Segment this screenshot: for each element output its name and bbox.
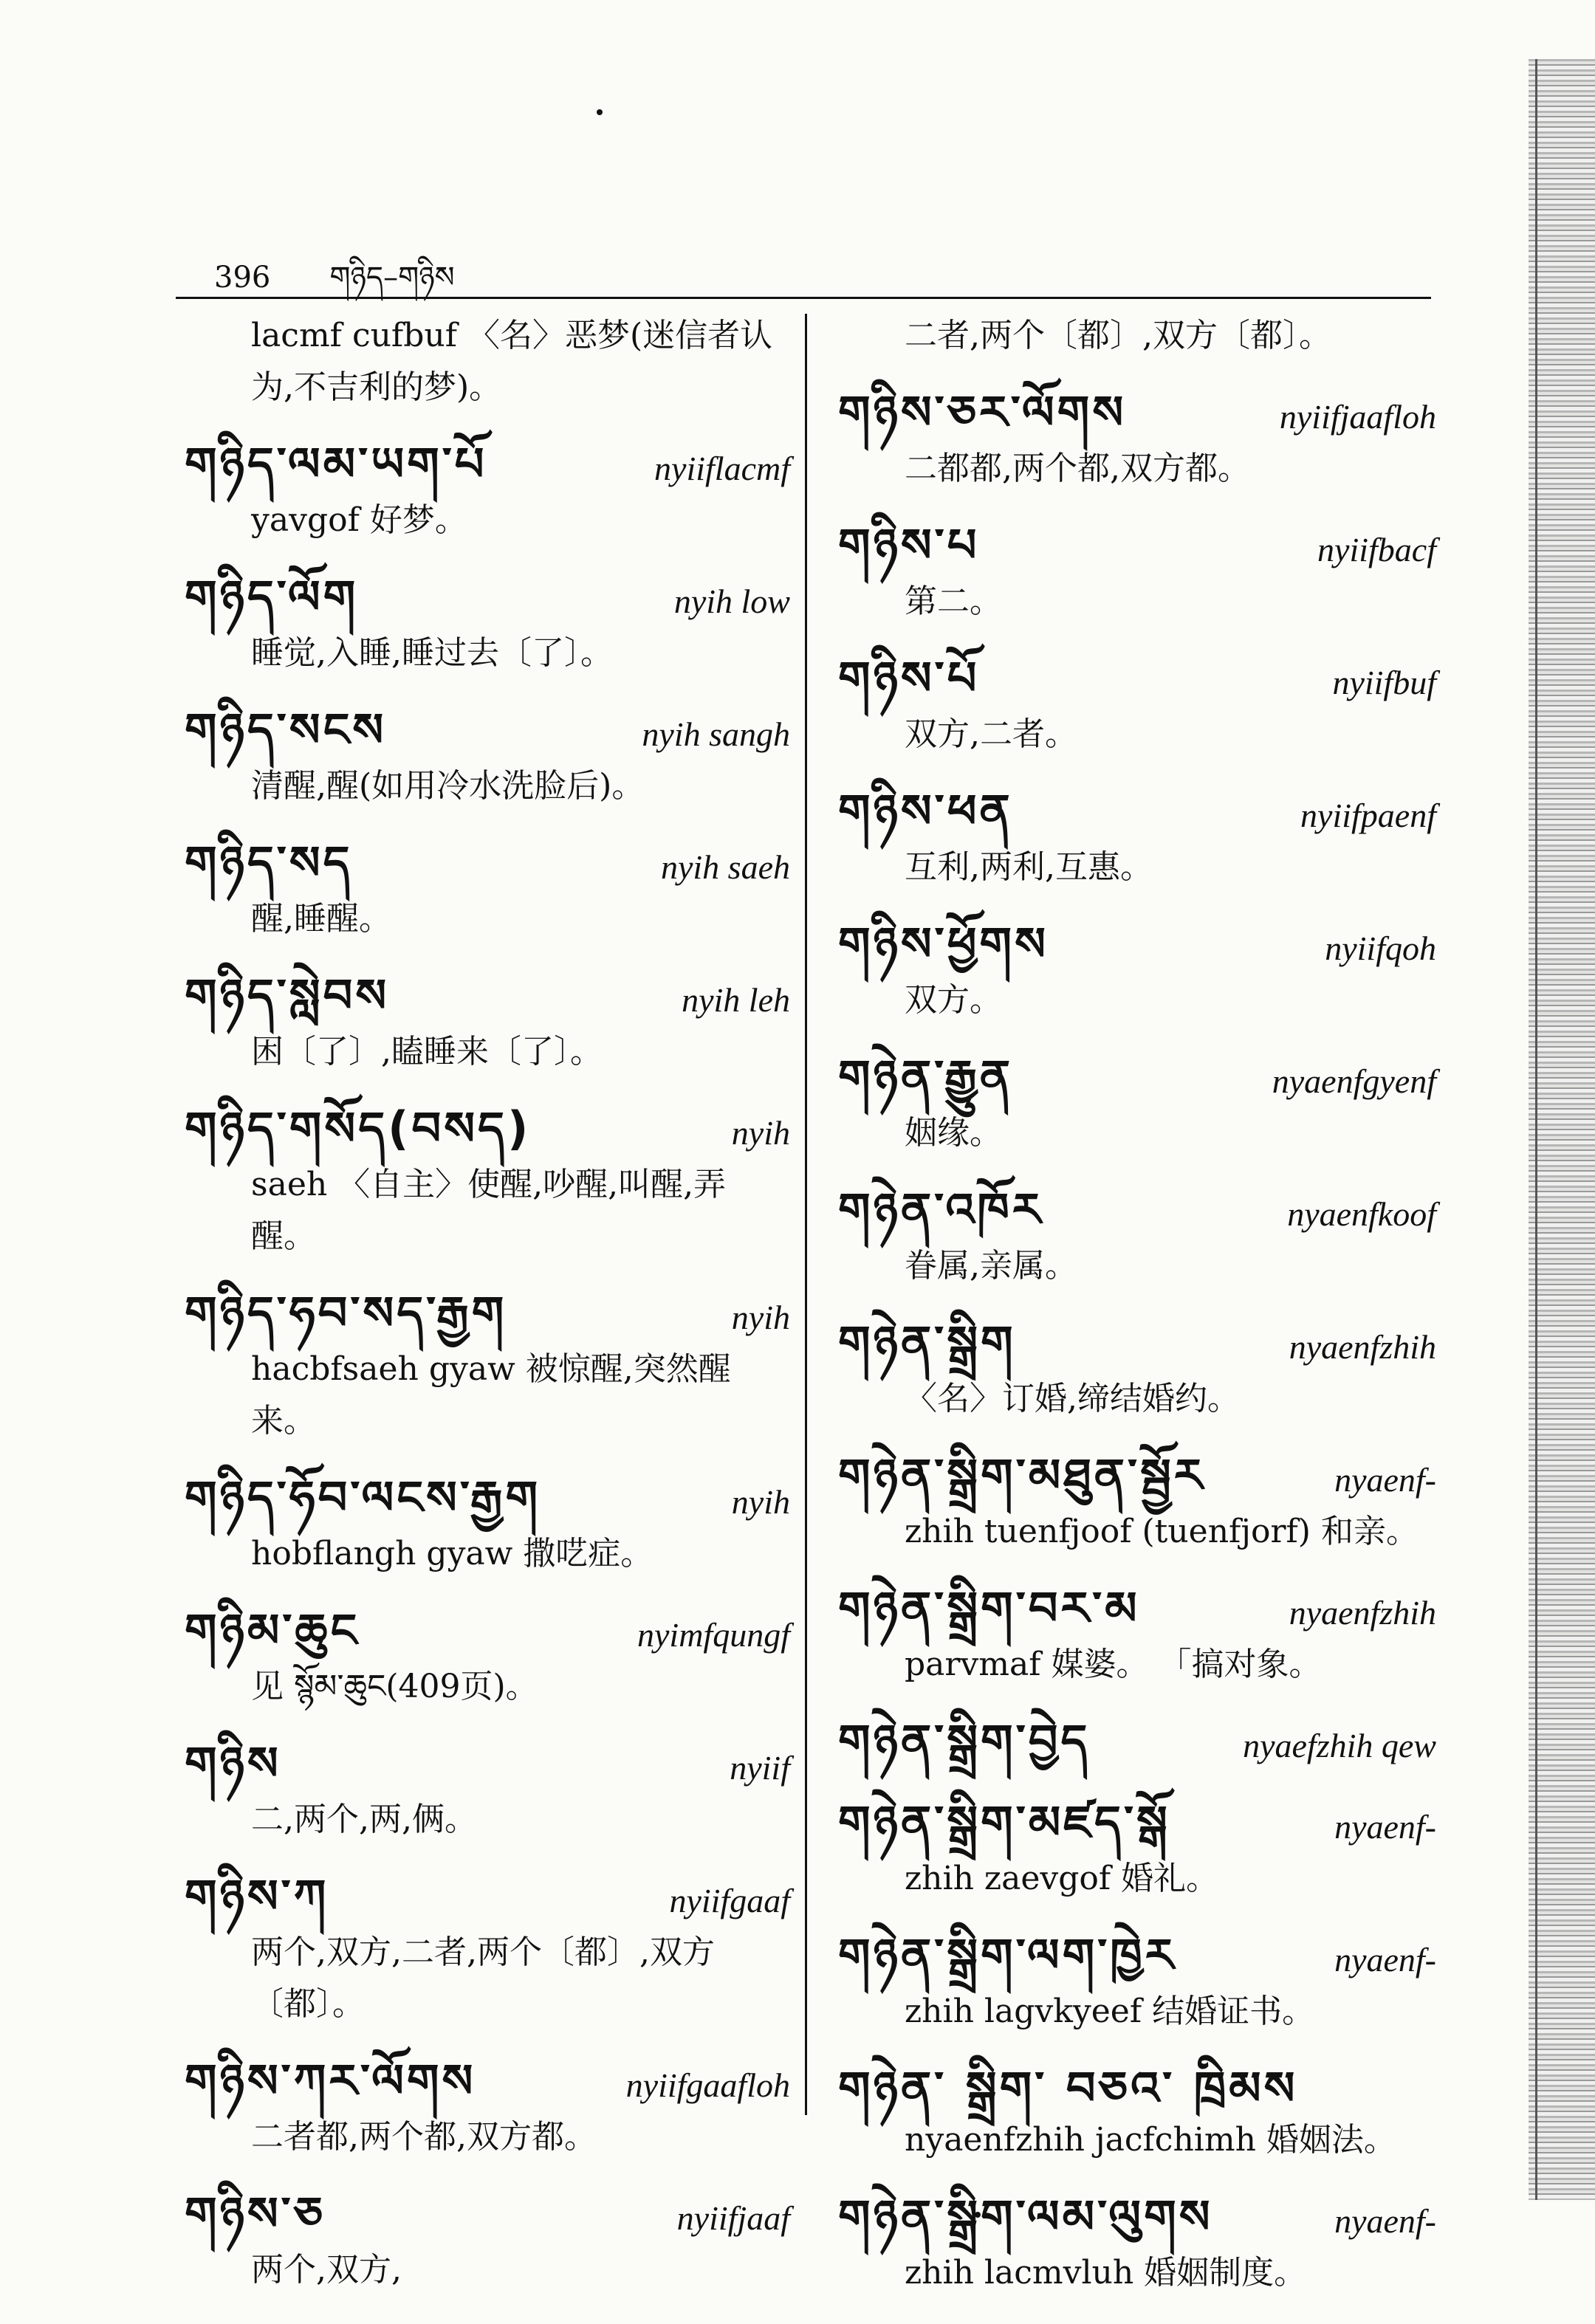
column-divider <box>805 314 807 2115</box>
entry-head <box>838 1716 1436 1772</box>
headword-romanization: nyiifgaafloh <box>625 2066 790 2104</box>
dictionary-entry <box>838 310 1436 362</box>
entry-head <box>185 1605 790 1661</box>
definition: zhih zaevgof 婚礼。 <box>905 1860 1219 1897</box>
headword-romanization: nyaenf- <box>1334 1461 1436 1499</box>
headword-romanization: nyih sangh <box>642 715 790 753</box>
headword-romanization: nyiifgaaf <box>669 1882 790 1919</box>
definition: 睡觉,入睡,睡过去〔了〕。 <box>251 634 613 672</box>
headword-tibetan: གཉིད་ཧབ་སད་རྒྱག <box>185 1286 507 1340</box>
entry-head <box>838 918 1436 974</box>
running-head: གཉིད–གཉིས <box>329 261 455 295</box>
dictionary-entry <box>185 1605 790 1713</box>
entry-head <box>838 1583 1436 1639</box>
headword-tibetan: གཉེན་རྒྱུན <box>838 1050 1014 1104</box>
definition: 两个,双方, <box>251 2251 402 2289</box>
dictionary-entry <box>838 785 1436 893</box>
headword-tibetan: གཉེན་སྒྲིག་མཐུན་སྦྱོར <box>838 1448 1206 1502</box>
headword-tibetan: གཉེན་སྒྲིག་བར་མ <box>838 1581 1140 1635</box>
entry-head <box>838 1317 1436 1373</box>
headword-romanization: nyih low <box>673 582 790 620</box>
dictionary-entry <box>838 2063 1436 2166</box>
definition: 二,两个,两,俩。 <box>251 1801 477 1838</box>
headword-romanization: nyih leh <box>682 981 790 1019</box>
headword-romanization: nyiif <box>730 1749 790 1787</box>
headword-tibetan: གཉེན་སྒྲིག་བྱེད <box>838 1714 1091 1768</box>
page-edge-line <box>1535 59 1537 2200</box>
headword-romanization: nyiifpaenf <box>1300 797 1436 834</box>
definition: parvmaf 媒婆。 「搞对象。 <box>905 1646 1322 1683</box>
entry-head <box>838 1930 1436 1986</box>
headword-tibetan: གཉིས་ཕན <box>838 784 1013 838</box>
definition: saeh 〈自主〉使醒,吵醒,叫醒,弄醒。 <box>251 1166 727 1255</box>
headword-romanization: nyih <box>731 1299 790 1336</box>
entry-head <box>838 785 1436 842</box>
headword-tibetan: གཉིས་ཅར་ལོགས <box>838 385 1127 439</box>
definition: yavgof 好梦。 <box>251 501 467 539</box>
headword-tibetan: གཉིམ་ཆུང <box>185 1603 360 1657</box>
header-rule <box>176 297 1431 299</box>
headword-tibetan: གཉེན་སྒྲིག་མཛད་སྒོ <box>838 1795 1170 1849</box>
headword-romanization: nyaenfkoof <box>1287 1195 1436 1233</box>
definition: zhih lagvkyeef 结婚证书。 <box>905 1993 1315 2030</box>
headword-romanization: nyaefzhih qew <box>1243 1727 1436 1764</box>
definition: 清醒,醒(如用冷水洗脸后)。 <box>251 767 645 805</box>
dictionary-entry <box>185 1738 790 1846</box>
definition: nyaenfzhih jacfchimh 婚姻法。 <box>905 2121 1396 2159</box>
definition: lacmf cufbuf 〈名〉恶梦(迷信者认为,不吉利的梦)。 <box>251 317 773 406</box>
headword-romanization: nyiiflacmf <box>654 450 790 487</box>
headword-tibetan: གཉིས་ཅ <box>185 2187 326 2241</box>
dictionary-entry <box>838 1051 1436 1159</box>
definition: 醒,睡醒。 <box>251 900 391 938</box>
headword-romanization: nyiifbuf <box>1332 664 1436 701</box>
definition: 两个,双方,二者,两个〔都〕,双方〔都〕。 <box>251 1933 715 2023</box>
dictionary-entry <box>838 1716 1436 1772</box>
dictionary-entry <box>185 1871 790 2030</box>
entry-head <box>185 1103 790 1159</box>
entry-head <box>185 1288 790 1344</box>
headword-tibetan: གཉིད་སད <box>185 836 353 890</box>
definition: 困〔了〕,瞌睡来〔了〕。 <box>251 1033 603 1070</box>
headword-tibetan: གཉིད་ལམ་ཡག་པོ <box>185 437 487 491</box>
entry-head <box>185 2055 790 2111</box>
dictionary-entry <box>185 439 790 546</box>
headword-tibetan: གཉིས་ཕྱོགས <box>838 917 1049 971</box>
headword-tibetan: གཉེན་སྒྲིག་ལམ་ལུགས <box>838 2190 1213 2244</box>
headword-romanization: nyiifjaafloh <box>1279 398 1436 436</box>
headword-tibetan: གཉིད་སླེབས <box>185 969 390 1022</box>
dictionary-entry <box>185 310 790 413</box>
headword-tibetan: གཉིད་སངས <box>185 703 387 757</box>
entry-head <box>838 1450 1436 1506</box>
dictionary-entry <box>838 2191 1436 2299</box>
left-column <box>185 310 790 2321</box>
headword-romanization: nyaenfzhih <box>1289 1594 1436 1632</box>
entry-head <box>185 2188 790 2244</box>
headword-romanization: nyih saeh <box>660 848 790 886</box>
headword-romanization: nyih <box>731 1483 790 1521</box>
headword-tibetan: གཉིས་ཀར་ལོགས <box>185 2054 476 2108</box>
dictionary-entry <box>838 387 1436 495</box>
dictionary-entry <box>838 1797 1436 1905</box>
definition: 二都都,两个都,双方都。 <box>905 450 1250 487</box>
headword-tibetan: གཉིས་ཀ <box>185 1869 329 1923</box>
definition: 双方,二者。 <box>905 715 1077 753</box>
entry-head <box>838 2191 1436 2247</box>
entry-head <box>185 1871 790 1927</box>
definition: hobflangh gyaw 撒呓症。 <box>251 1535 654 1572</box>
entry-head <box>185 970 790 1026</box>
headword-tibetan: གཉིད་ལོག <box>185 570 359 624</box>
dictionary-entry <box>185 704 790 812</box>
dictionary-entry <box>838 918 1436 1026</box>
headword-romanization: nyaenf- <box>1334 1808 1436 1846</box>
headword-romanization: nyih <box>731 1114 790 1152</box>
definition: 见 སྙོམ་ཆུང(409页)。 <box>251 1668 538 1705</box>
entry-head <box>185 439 790 495</box>
dictionary-entry <box>838 1317 1436 1425</box>
entry-head <box>838 653 1436 709</box>
headword-tibetan: གཉིད་གསོད(བསད) <box>185 1101 532 1155</box>
headword-romanization: nyimfqungf <box>637 1616 790 1654</box>
definition: 姻缘。 <box>905 1114 1002 1152</box>
definition: zhih tuenfjoof (tuenfjorf) 和亲。 <box>905 1513 1419 1550</box>
headword-romanization: nyaenfzhih <box>1289 1328 1436 1366</box>
entry-head <box>838 387 1436 443</box>
headword-tibetan: གཉིས་པོ <box>838 651 980 705</box>
headword-tibetan: གཉེན་སྒྲིག <box>838 1316 1016 1369</box>
definition: zhih lacmvluh 婚姻制度。 <box>905 2254 1307 2292</box>
entry-head <box>185 704 790 760</box>
entry-head <box>185 837 790 893</box>
definition: 〈名〉订婚,缔结婚约。 <box>905 1380 1240 1417</box>
right-column <box>838 310 1436 2324</box>
headword-romanization: nyaenfgyenf <box>1272 1062 1436 1100</box>
dictionary-entry <box>838 520 1436 628</box>
definition: 第二。 <box>905 582 1002 620</box>
definition: 互利,两利,互惠。 <box>905 848 1153 886</box>
dictionary-entry <box>838 1184 1436 1292</box>
entry-head <box>838 1051 1436 1107</box>
dictionary-entry <box>838 1450 1436 1558</box>
dictionary-entry <box>185 970 790 1078</box>
entry-head <box>185 1472 790 1528</box>
speck-mark <box>597 109 603 115</box>
dictionary-entry <box>185 571 790 679</box>
page-edge-shadow <box>1529 59 1595 2200</box>
definition: hacbfsaeh gyaw 被惊醒,突然醒来。 <box>251 1350 731 1440</box>
dictionary-entry <box>185 837 790 945</box>
headword-tibetan: གཉེན་འཁོར <box>838 1183 1044 1237</box>
headword-romanization: nyiifqoh <box>1325 929 1436 967</box>
entry-head <box>838 520 1436 576</box>
headword-tibetan: གཉེན་ སྒྲིག་ བཅའ་ ཁྲིམས <box>838 2061 1298 2115</box>
dictionary-entry <box>838 1930 1436 2038</box>
definition: 双方。 <box>905 981 1002 1019</box>
dictionary-entry <box>838 653 1436 760</box>
headword-tibetan: གཉིས་པ <box>838 518 980 572</box>
headword-romanization: nyaenf- <box>1334 2202 1436 2240</box>
page-number: 396 <box>214 261 271 295</box>
dictionary-entry <box>185 2055 790 2163</box>
entry-head <box>838 2063 1436 2114</box>
entry-head <box>838 1184 1436 1240</box>
entry-head <box>185 571 790 628</box>
dictionary-entry <box>185 1103 790 1262</box>
headword-romanization: nyiifjaaf <box>676 2199 790 2237</box>
dictionary-entry <box>838 1583 1436 1691</box>
headword-tibetan: གཉིད་ཧོབ་ལངས་རྒྱག <box>185 1471 541 1524</box>
dictionary-entry <box>185 1288 790 1447</box>
dictionary-entry <box>185 2188 790 2296</box>
headword-romanization: nyiifbacf <box>1317 531 1436 568</box>
definition: 二者,两个〔都〕,双方〔都〕。 <box>905 317 1331 354</box>
definition: 眷属,亲属。 <box>905 1247 1077 1285</box>
dictionary-entry <box>185 1472 790 1580</box>
headword-tibetan: གཉེན་སྒྲིག་ལག་ཁྱེར <box>838 1928 1177 1982</box>
headword-tibetan: གཉིས <box>185 1736 281 1790</box>
entry-head <box>185 1738 790 1794</box>
definition: 二者都,两个都,双方都。 <box>251 2118 597 2156</box>
entry-head <box>838 1797 1436 1853</box>
headword-romanization: nyaenf- <box>1334 1941 1436 1979</box>
